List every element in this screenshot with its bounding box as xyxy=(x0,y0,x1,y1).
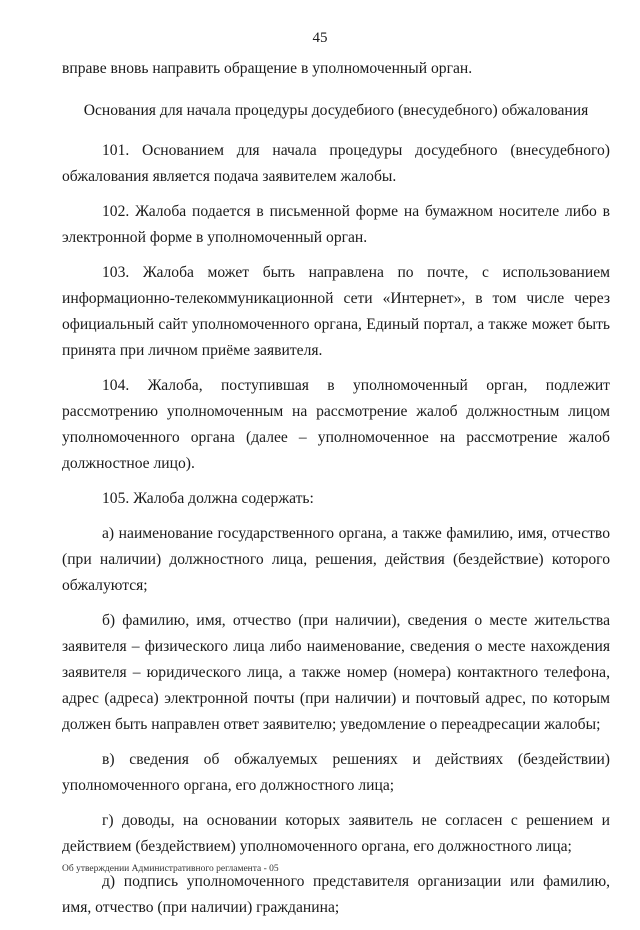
item-a: а) наименование государственного органа, а также фамилию, имя, отчество (при наличии) должностного лица, решения, действия (бездействие) которого обжалуются; xyxy=(62,525,610,594)
item-v: в) сведения об обжалуемых решениях и действиях (бездействии) уполномоченного органа, его должностного лица; xyxy=(62,751,610,794)
section-title: Основания для начала процедуры досудебиого (внесудебного) обжалования xyxy=(83,102,589,119)
item-d: д) подпись уполномоченного представителя организации или фамилию, имя, отчество (при наличии) гражданина; xyxy=(62,873,610,916)
paragraph-105: 105. Жалоба должна содержать: xyxy=(102,490,314,507)
page-footer: Об утверждении Административного регламента - 05 xyxy=(62,864,279,874)
document-body xyxy=(62,56,610,930)
paragraph-101: 101. Основанием для начала процедуры досудебного (внесудебного) обжалования является подача заявителем жалобы. xyxy=(62,142,610,185)
lead-line: вправе вновь направить обращение в уполномоченный орган. xyxy=(62,60,473,77)
paragraph-104: 104. Жалоба, поступившая в уполномоченный орган, подлежит рассмотрению уполномоченным на рассмотрение жалоб должностным лицом уполномоченного органа (далее – уполномоченное на рассмотрение жалоб должностное лицо). xyxy=(62,377,610,472)
item-g: г) доводы, на основании которых заявитель не согласен с решением и действием (бездействием) уполномоченного органа, его должностного лица; xyxy=(62,812,610,855)
page-number: 45 xyxy=(312,30,328,46)
paragraph-103: 103. Жалоба может быть направлена по почте, с использованием информационно-телекоммуникационной сети «Интернет», в том числе через официальный сайт уполномоченного органа, Единый портал, а также может быть принята при личном приёме заявителя. xyxy=(62,264,610,359)
item-b: б) фамилию, имя, отчество (при наличии), сведения о месте жительства заявителя – физического лица либо наименование, сведения о месте нахождения заявителя – юридического лица, а также номер (номера) контактного телефона, адрес (адреса) электронной почты (при наличии) и почтовый адрес, по которым должен быть направлен ответ заявителю; уведомление о переадресации жалобы; xyxy=(62,612,610,733)
paragraph-102: 102. Жалоба подается в письменной форме на бумажном носителе либо в электронной форме в уполномоченный орган. xyxy=(62,203,610,246)
